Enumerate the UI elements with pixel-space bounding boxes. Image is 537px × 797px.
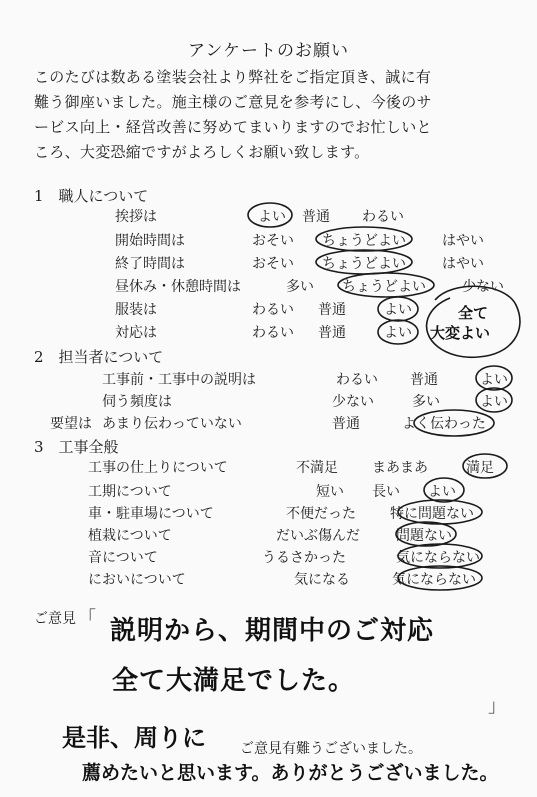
handwritten-very-good: 大変よい — [430, 324, 491, 342]
q-noise-label: 音について — [88, 550, 158, 566]
page-title: アンケートのお願い — [188, 41, 349, 61]
option: はやい — [442, 256, 484, 272]
opinion-label: ご意見 — [34, 611, 76, 627]
option: 特に問題ない — [390, 506, 474, 522]
option: わるい — [252, 302, 294, 318]
option: 不便だった — [286, 506, 356, 522]
option: 多い — [412, 394, 440, 410]
opinion-close-bracket: 」 — [488, 696, 506, 717]
option: ちょうどよい — [322, 233, 406, 249]
q-finish-label: 工事の仕上りについて — [88, 460, 228, 476]
option: まあまあ — [372, 460, 428, 476]
q-break-label: 昼休み・休憩時間は — [115, 279, 241, 295]
option: よい — [384, 302, 412, 318]
option: 少ない — [462, 279, 504, 295]
option: はやい — [442, 233, 484, 249]
option: 長い — [372, 484, 400, 500]
intro-line-4: ころ、大変恐縮ですがよろしくお願い致します。 — [34, 143, 370, 161]
option: 普通 — [332, 416, 360, 432]
option: わるい — [252, 325, 294, 341]
option: よい — [384, 325, 412, 341]
option: 不満足 — [296, 460, 338, 476]
q-clothing-label: 服装は — [115, 302, 157, 318]
option: わるい — [336, 372, 378, 388]
q-smell-label: においについて — [88, 572, 186, 588]
section-2-heading: 2 担当者について — [34, 348, 164, 366]
option: よい — [428, 484, 456, 500]
footer-handwritten-line-1: 是非、周りに — [62, 724, 206, 752]
option: 気になる — [294, 572, 350, 588]
option: 気にならない — [396, 550, 480, 566]
option: おそい — [252, 256, 294, 272]
intro-line-1: このたびは数ある塗装会社より弊社をご指定頂き、誠に有 — [34, 68, 432, 86]
section-3-heading: 3 工事全般 — [34, 438, 119, 456]
option: 普通 — [410, 372, 438, 388]
option: おそい — [252, 233, 294, 249]
option: 問題ない — [396, 528, 452, 544]
q-start-time-label: 開始時間は — [115, 233, 185, 249]
footer-handwritten-line-2: 薦めたいと思います。ありがとうございました。 — [82, 762, 499, 784]
q-end-time-label: 終了時間は — [115, 256, 185, 272]
intro-line-3: ービス向上・経営改善に努めてまいりますのでお忙しいと — [34, 118, 432, 136]
option: 多い — [286, 279, 314, 295]
option: 普通 — [302, 209, 330, 225]
option: よい — [480, 394, 508, 410]
opinion-handwritten-line-1: 説明から、期間中のご対応 — [110, 616, 435, 646]
option: 少ない — [332, 394, 374, 410]
intro-line-2: 難う御座いました。施主様のご意見を参考にし、今後のサ — [34, 93, 432, 111]
q-attitude-label: 対応は — [115, 325, 157, 341]
q-plants-label: 植栽について — [88, 528, 172, 544]
section-1-heading: 1 職人について — [34, 187, 149, 205]
option: よい — [258, 209, 286, 225]
option: ちょうどよい — [322, 256, 406, 272]
q-parking-label: 車・駐車場について — [88, 506, 214, 522]
opinion-open-bracket: 「 — [78, 608, 96, 629]
option: うるさかった — [262, 550, 346, 566]
option: 気にならない — [392, 572, 476, 588]
q-requests-label: 要望は — [50, 416, 92, 432]
option: 満足 — [466, 460, 494, 476]
option: 普通 — [318, 302, 346, 318]
option: 普通 — [318, 325, 346, 341]
q-visit-frequency-label: 伺う頻度は — [102, 394, 172, 410]
option: よく伝わった — [402, 416, 486, 432]
handwritten-all: 全て — [458, 304, 489, 322]
q-greeting-label: 挨拶は — [115, 209, 157, 225]
option: わるい — [362, 209, 404, 225]
option: あまり伝わっていない — [102, 416, 242, 432]
q-explanation-label: 工事前・工事中の説明は — [102, 372, 256, 388]
option: よい — [480, 372, 508, 388]
option: ちょうどよい — [342, 279, 426, 295]
opinion-handwritten-line-2: 全て大満足でした。 — [112, 666, 356, 696]
option: 短い — [316, 484, 344, 500]
thanks-text: ご意見有難うございました。 — [240, 741, 422, 757]
option: だいぶ傷んだ — [276, 528, 360, 544]
q-duration-label: 工期について — [88, 484, 172, 500]
